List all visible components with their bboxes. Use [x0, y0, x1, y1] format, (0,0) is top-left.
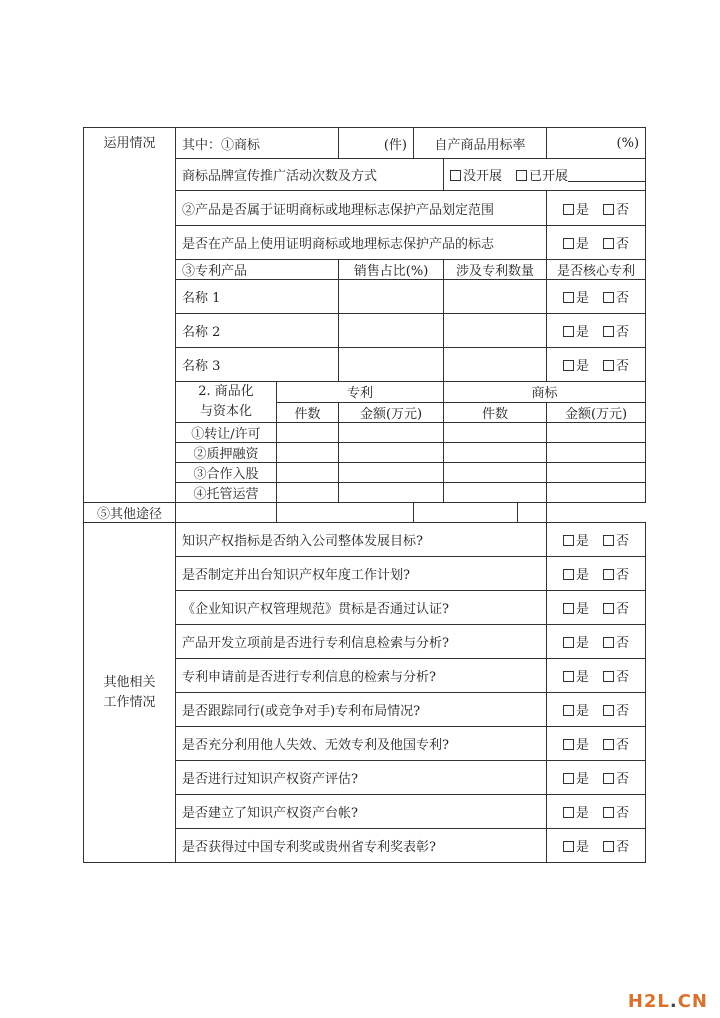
no-label: 否	[616, 325, 630, 340]
yes-checkbox[interactable]	[563, 671, 574, 682]
core-patent-header: 是否核心专利	[547, 260, 646, 280]
no-checkbox[interactable]	[603, 360, 614, 371]
no-label: 否	[616, 636, 630, 651]
sales-share-cell[interactable]	[339, 280, 444, 314]
other-section-label-line1: 其他相关	[103, 674, 156, 690]
route-trust: ④托管运营	[176, 483, 277, 503]
no-checkbox[interactable]	[603, 569, 614, 580]
comm-label-line2: 与资本化	[199, 404, 252, 419]
commercialization-label	[176, 382, 277, 423]
input-cell[interactable]	[277, 423, 339, 443]
yes-checkbox[interactable]	[563, 569, 574, 580]
product-name-3: 名称 3	[176, 348, 339, 382]
usage-section-label: 运用情况	[84, 128, 176, 503]
route-transfer: ①转让/许可	[176, 423, 277, 443]
patent-group-header: 专利	[277, 382, 444, 403]
other-question-text: 产品开发立项前是否进行专利信息检索与分析?	[176, 625, 547, 659]
patent-count-cell[interactable]	[444, 280, 547, 314]
no-checkbox[interactable]	[603, 773, 614, 784]
self-rate-label: 自产商品用标率	[414, 128, 547, 159]
trademark-count-label: 其中：①商标	[176, 128, 339, 159]
trademark-count-cell[interactable]	[339, 128, 414, 159]
no-checkbox[interactable]	[603, 204, 614, 215]
patent-amount-col: 金额(万元)	[339, 402, 444, 423]
input-cell[interactable]	[547, 423, 646, 443]
no-checkbox[interactable]	[603, 535, 614, 546]
promo-label: 商标品牌宣传推广活动次数及方式	[176, 159, 444, 191]
no-checkbox[interactable]	[603, 739, 614, 750]
input-cell[interactable]	[339, 423, 444, 443]
sales-share-cell[interactable]	[339, 314, 444, 348]
input-cell[interactable]	[444, 463, 547, 483]
no-label: 否	[616, 202, 630, 218]
input-cell[interactable]	[277, 443, 339, 463]
core-yes-no	[547, 280, 646, 314]
patent-count-col: 件数	[277, 402, 339, 423]
yes-label: 是	[576, 670, 590, 685]
no-label: 否	[616, 704, 630, 719]
yes-checkbox[interactable]	[563, 841, 574, 852]
route-equity: ③合作入股	[176, 463, 277, 483]
patent-count-cell[interactable]	[444, 348, 547, 382]
sales-share-header: 销售占比(%)	[339, 260, 444, 280]
other-question-text: 知识产权指标是否纳入公司整体发展目标?	[176, 523, 547, 557]
yes-label: 是	[576, 291, 590, 306]
site-watermark	[628, 991, 708, 1012]
no-label: 否	[616, 291, 630, 306]
no-checkbox[interactable]	[603, 807, 614, 818]
input-cell[interactable]	[547, 463, 646, 483]
yes-checkbox[interactable]	[563, 535, 574, 546]
input-cell[interactable]	[277, 463, 339, 483]
yes-checkbox[interactable]	[563, 603, 574, 614]
yes-checkbox[interactable]	[563, 326, 574, 337]
yes-label: 是	[576, 636, 590, 651]
sales-share-cell[interactable]	[339, 348, 444, 382]
no-checkbox[interactable]	[603, 841, 614, 852]
input-cell[interactable]	[547, 483, 646, 503]
other-yes-no	[547, 591, 646, 625]
no-label: 否	[616, 602, 630, 617]
promo-done-label: 已开展	[529, 169, 569, 184]
no-label: 否	[616, 738, 630, 753]
other-question-text: 《企业知识产权管理规范》贯标是否通过认证?	[176, 591, 547, 625]
self-rate-unit: (%)	[616, 135, 640, 151]
no-label: 否	[616, 237, 630, 252]
other-yes-no	[547, 727, 646, 761]
ip-usage-form	[83, 127, 646, 863]
input-cell[interactable]	[444, 423, 547, 443]
product-name-1: 名称 1	[176, 280, 339, 314]
other-question-text: 是否充分利用他人失效、无效专利及他国专利?	[176, 727, 547, 761]
patent-product-header: ③专利产品	[176, 260, 339, 280]
input-cell[interactable]	[414, 503, 518, 523]
no-label: 否	[616, 806, 630, 821]
trademark-amount-col: 金额(万元)	[547, 402, 646, 423]
other-yes-no	[547, 761, 646, 795]
no-checkbox[interactable]	[603, 292, 614, 303]
input-cell[interactable]	[277, 483, 339, 503]
yes-label: 是	[576, 602, 590, 617]
input-cell[interactable]	[547, 443, 646, 463]
promo-none-checkbox[interactable]	[450, 170, 461, 181]
trademark-group-header: 商标	[444, 382, 646, 403]
other-question-text: 专利申请前是否进行专利信息的检索与分析?	[176, 659, 547, 693]
watermark-dot: .	[669, 991, 678, 1012]
other-yes-no	[547, 795, 646, 829]
core-yes-no	[547, 314, 646, 348]
promo-none-label: 没开展	[463, 169, 503, 184]
core-yes-no	[547, 348, 646, 382]
no-checkbox[interactable]	[603, 671, 614, 682]
yes-label: 是	[576, 237, 590, 252]
promo-blank-line[interactable]	[568, 169, 645, 182]
other-yes-no	[547, 557, 646, 591]
cert-use-yes-no	[547, 226, 646, 260]
no-label: 否	[616, 359, 630, 374]
trademark-unit: (件)	[383, 137, 408, 153]
other-question-text: 是否建立了知识产权资产台帐?	[176, 795, 547, 829]
no-label: 否	[616, 772, 630, 787]
yes-label: 是	[576, 772, 590, 787]
question-cert-scope: ②产品是否属于证明商标或地理标志保护产品划定范围	[176, 191, 547, 226]
yes-label: 是	[576, 738, 590, 753]
other-question-text: 是否进行过知识产权资产评估?	[176, 761, 547, 795]
yes-label: 是	[576, 568, 590, 583]
other-yes-no	[547, 659, 646, 693]
yes-checkbox[interactable]	[563, 292, 574, 303]
yes-label: 是	[576, 202, 590, 218]
watermark-tld: CN	[677, 991, 708, 1012]
other-yes-no	[547, 829, 646, 863]
input-cell[interactable]	[518, 503, 547, 523]
promo-options	[444, 159, 646, 191]
no-checkbox[interactable]	[603, 603, 614, 614]
self-rate-cell[interactable]	[547, 128, 646, 159]
no-checkbox[interactable]	[603, 326, 614, 337]
other-yes-no	[547, 523, 646, 557]
yes-checkbox[interactable]	[563, 360, 574, 371]
input-cell[interactable]	[444, 443, 547, 463]
yes-checkbox[interactable]	[563, 773, 574, 784]
yes-label: 是	[576, 359, 590, 374]
other-question-text: 是否制定并出台知识产权年度工作计划?	[176, 557, 547, 591]
other-question-text: 是否跟踪同行(或竞争对手)专利布局情况?	[176, 693, 547, 727]
other-question-text: 是否获得过中国专利奖或贵州省专利奖表彰?	[176, 829, 547, 863]
input-cell[interactable]	[444, 483, 547, 503]
yes-label: 是	[576, 534, 590, 549]
input-cell[interactable]	[339, 443, 444, 463]
no-checkbox[interactable]	[603, 705, 614, 716]
yes-checkbox[interactable]	[563, 739, 574, 750]
no-label: 否	[616, 568, 630, 583]
no-label: 否	[616, 840, 630, 855]
other-section-label-line2: 工作情况	[103, 694, 156, 710]
route-pledge: ②质押融资	[176, 443, 277, 463]
patent-count-cell[interactable]	[444, 314, 547, 348]
yes-label: 是	[576, 704, 590, 719]
input-cell[interactable]	[339, 483, 444, 503]
yes-checkbox[interactable]	[563, 637, 574, 648]
cert-scope-yes-no	[547, 191, 646, 226]
yes-checkbox[interactable]	[563, 204, 574, 215]
trademark-count-col: 件数	[444, 402, 547, 423]
yes-label: 是	[576, 325, 590, 340]
input-cell[interactable]	[277, 503, 414, 523]
other-yes-no	[547, 625, 646, 659]
other-question-row	[84, 523, 646, 557]
no-checkbox[interactable]	[603, 637, 614, 648]
other-section-label	[84, 523, 176, 863]
route-other: ⑤其他途径	[84, 503, 176, 523]
yes-checkbox[interactable]	[563, 705, 574, 716]
no-label: 否	[616, 534, 630, 549]
promo-done-checkbox[interactable]	[516, 170, 527, 181]
input-cell[interactable]	[176, 503, 277, 523]
yes-label: 是	[576, 840, 590, 855]
yes-label: 是	[576, 806, 590, 821]
no-label: 否	[616, 670, 630, 685]
no-checkbox[interactable]	[603, 238, 614, 249]
yes-checkbox[interactable]	[563, 238, 574, 249]
input-cell[interactable]	[339, 463, 444, 483]
comm-label-line1: 2. 商品化	[198, 384, 254, 399]
question-cert-use: 是否在产品上使用证明商标或地理标志保护产品的标志	[176, 226, 547, 260]
other-yes-no	[547, 693, 646, 727]
patent-count-header: 涉及专利数量	[444, 260, 547, 280]
yes-checkbox[interactable]	[563, 807, 574, 818]
watermark-main: H2L	[627, 991, 670, 1012]
product-name-2: 名称 2	[176, 314, 339, 348]
